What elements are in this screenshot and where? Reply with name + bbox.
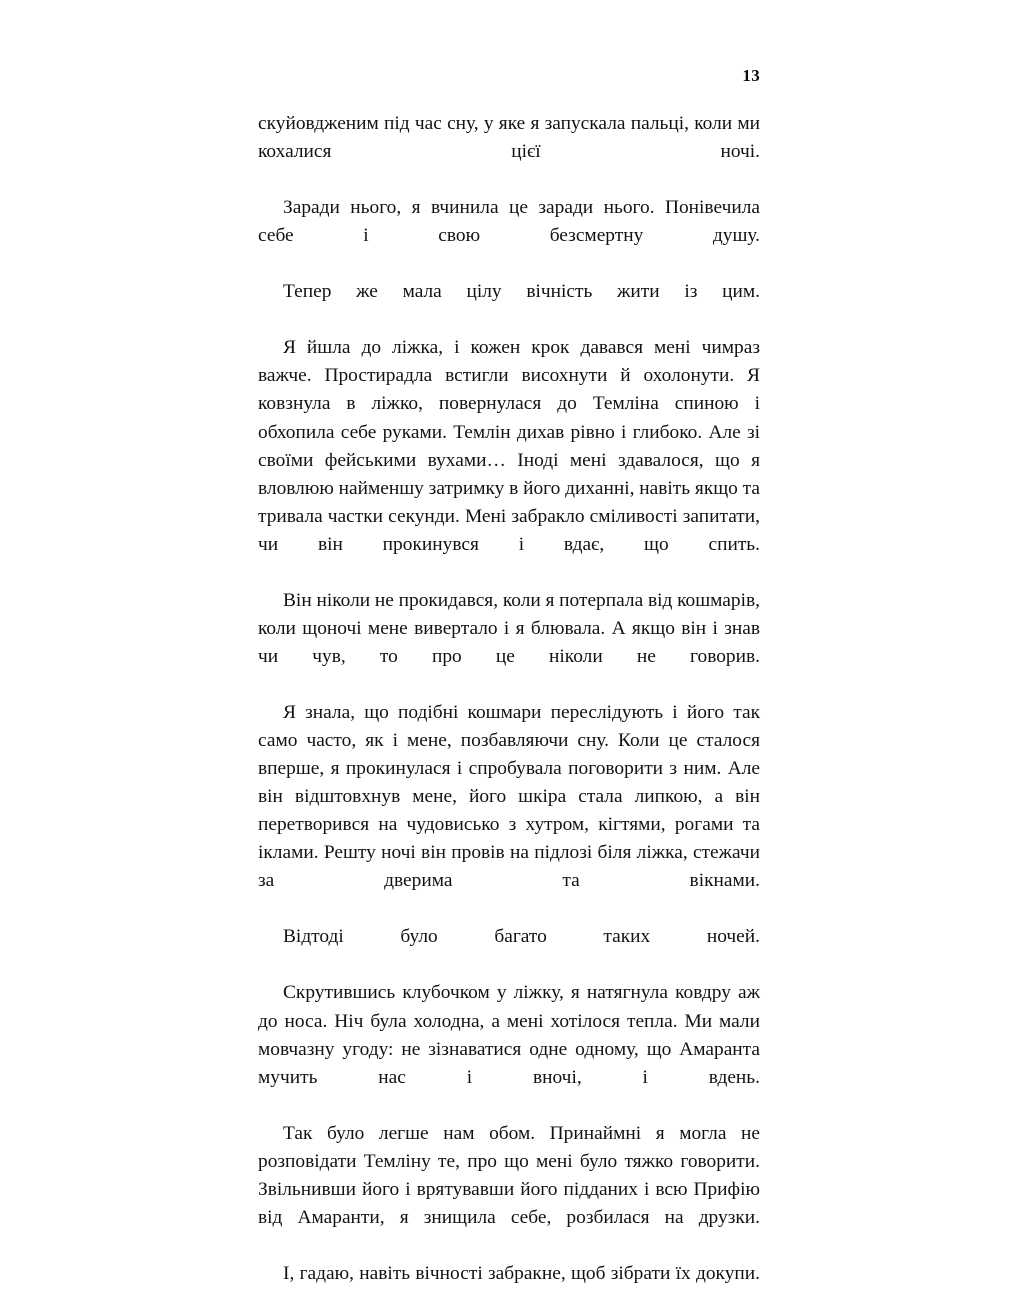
paragraph: Скрутившись клубочком у ліжку, я натягнула ковдру аж до носа. Ніч була холодна, а мені хотілося тепла. Ми мали мовчазну угоду: не зізнаватися одне одному, що Амаранта мучить нас і вночі, і вдень. <box>258 982 760 1088</box>
paragraph: скуйовдженим під час сну, у яке я запускала пальці, коли ми кохалися цієї ночі. <box>258 113 760 163</box>
paragraph: Тепер же мала цілу вічність жити із цим. <box>283 281 760 303</box>
paragraph: Так було легше нам обом. Принаймні я могла не розповідати Темліну те, про що мені було тяжко говорити. Звільнивши його і врятувавши його підданих і всю Прифію від Амаранти, я знищила себе, розбилася на друзки. <box>258 1122 760 1228</box>
page-text-block <box>258 110 760 1316</box>
page-number: 13 <box>742 66 760 85</box>
paragraph: Я йшла до ліжка, і кожен крок давався мені чимраз важче. Простирадла встигли висохнути й охолонути. Я ковзнула в ліжко, повернулася до Темліна спиною і обхопила себе руками. Темлін дихав рівно і глибоко. Але зі своїми фейськими вухами… Іноді мені здавалося, що я вловлюю найменшу затримку в його диханні, навіть якщо та тривала частки секунди. Мені забракло сміливості запитати, чи він прокинувся і вдає, що спить. <box>258 337 760 555</box>
paragraph: Він ніколи не прокидався, коли я потерпала від кошмарів, коли щоночі мене вивертало і я блювала. А якщо він і знав чи чув, то про це ніколи не говорив. <box>258 589 760 667</box>
paragraph: Я знала, що подібні кошмари переслідують і його так само часто, як і мене, позбавляючи сну. Коли це сталося вперше, я прокинулася і спробувала поговорити з ним. Але він відштовхнув мене, його шкіра стала липкою, а він перетворився на чудовисько з хутром, кігтями, рогами та іклами. Решту ночі він провів на підлозі біля ліжка, стежачи за дверима та вікнами. <box>258 701 760 892</box>
paragraph: Відтоді було багато таких ночей. <box>283 926 760 948</box>
paragraph: І, гадаю, навіть вічності забракне, щоб зібрати їх докупи. <box>283 1262 760 1284</box>
paragraph: Заради нього, я вчинила це заради нього. Понівечила себе і свою безсмертну душу. <box>258 197 760 247</box>
